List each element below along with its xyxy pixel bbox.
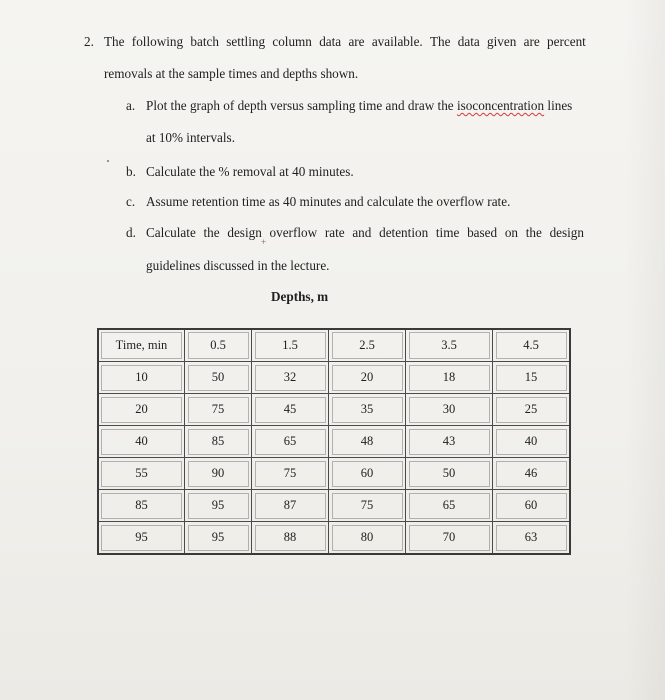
table-value-cell: 48	[329, 426, 406, 458]
table-value-cell: 46	[493, 458, 571, 490]
table-time-cell: 95	[98, 522, 185, 555]
part-a-text-line-1: Plot the graph of depth versus sampling time and draw the isoconcentration lines	[146, 98, 573, 113]
part-c-letter: c.	[126, 194, 136, 209]
table-value-cell: 43	[406, 426, 493, 458]
part-c-text: Assume retention time as 40 minutes and calculate the overflow rate.	[146, 194, 511, 209]
table-row	[98, 426, 570, 458]
table-value-cell: 95	[185, 490, 252, 522]
table-time-cell: 10	[98, 362, 185, 394]
table-time-cell: 40	[98, 426, 185, 458]
part-b-letter: b.	[126, 164, 136, 179]
page-shadow	[625, 0, 665, 700]
table-value-cell: 50	[185, 362, 252, 394]
table-value-cell: 50	[406, 458, 493, 490]
part-a-letter: a.	[126, 98, 136, 113]
table-value-cell: 88	[252, 522, 329, 555]
table-value-cell: 85	[185, 426, 252, 458]
table-row	[98, 362, 570, 394]
table-header-cell: 0.5	[185, 329, 252, 362]
table-value-cell: 60	[493, 490, 571, 522]
table-value-cell: 90	[185, 458, 252, 490]
table-value-cell: 75	[329, 490, 406, 522]
table-value-cell: 30	[406, 394, 493, 426]
table-row	[98, 394, 570, 426]
table-row	[98, 490, 570, 522]
table-header-cell: Time, min	[98, 329, 185, 362]
stray-plus-mark: +	[261, 237, 267, 247]
settling-data-table	[97, 328, 571, 555]
table-heading: Depths, m	[271, 289, 329, 304]
table-value-cell: 25	[493, 394, 571, 426]
table-value-cell: 40	[493, 426, 571, 458]
table-value-cell: 80	[329, 522, 406, 555]
table-row	[98, 458, 570, 490]
table-value-cell: 15	[493, 362, 571, 394]
table-value-cell: 35	[329, 394, 406, 426]
table-time-cell: 85	[98, 490, 185, 522]
table-header-cell: 4.5	[493, 329, 571, 362]
table-time-cell: 20	[98, 394, 185, 426]
table-time-cell: 55	[98, 458, 185, 490]
table-header-cell: 3.5	[406, 329, 493, 362]
part-d-letter: d.	[126, 225, 136, 240]
table-value-cell: 45	[252, 394, 329, 426]
table-header-cell: 1.5	[252, 329, 329, 362]
table-value-cell: 75	[185, 394, 252, 426]
stray-dot-mark	[107, 160, 109, 162]
table-value-cell: 70	[406, 522, 493, 555]
table-value-cell: 20	[329, 362, 406, 394]
table-value-cell: 18	[406, 362, 493, 394]
part-a-text-line-2: at 10% intervals.	[146, 130, 235, 145]
part-d-text-line-1: Calculate the design overflow rate and detention time based on the design	[146, 225, 584, 240]
question-text-line-2: removals at the sample times and depths shown.	[104, 66, 359, 81]
part-b-text: Calculate the % removal at 40 minutes.	[146, 164, 354, 179]
table-value-cell: 65	[406, 490, 493, 522]
table-value-cell: 75	[252, 458, 329, 490]
table-value-cell: 32	[252, 362, 329, 394]
table-value-cell: 87	[252, 490, 329, 522]
question-number: 2.	[84, 34, 94, 49]
table-value-cell: 65	[252, 426, 329, 458]
table-value-cell: 63	[493, 522, 571, 555]
table-header-row	[98, 329, 570, 362]
table-row	[98, 522, 570, 555]
spellcheck-word: isoconcentration	[456, 98, 545, 113]
table-header-cell: 2.5	[329, 329, 406, 362]
table-value-cell: 95	[185, 522, 252, 555]
question-text-line-1: The following batch settling column data are available. The data given are percent	[104, 34, 586, 49]
part-d-text-line-2: guidelines discussed in the lecture.	[146, 258, 330, 273]
table-value-cell: 60	[329, 458, 406, 490]
